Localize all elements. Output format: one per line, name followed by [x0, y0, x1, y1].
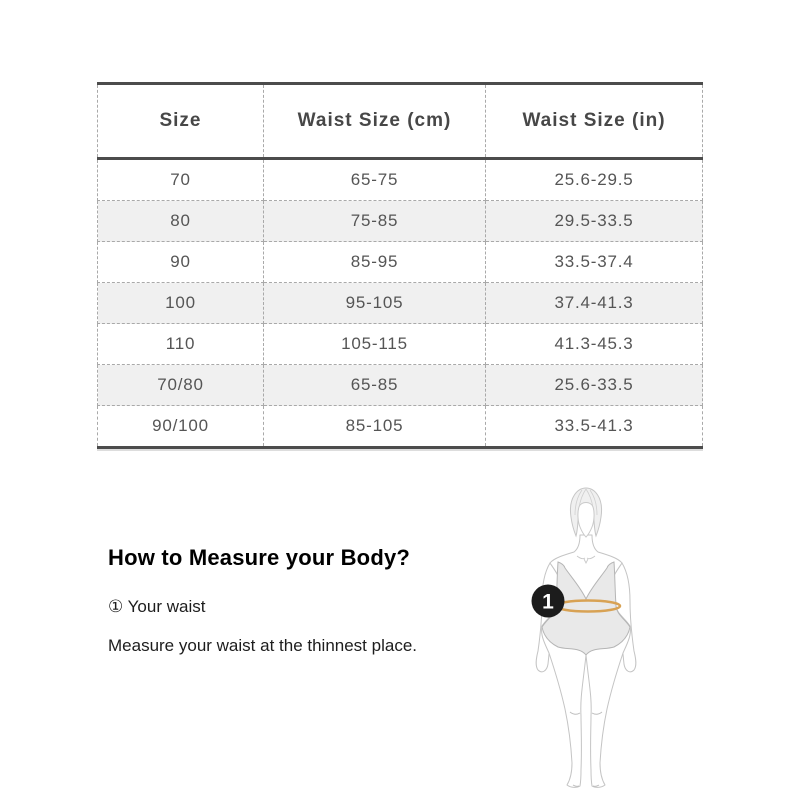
- measure-heading: How to Measure your Body?: [108, 545, 411, 570]
- table-cell: 70/80: [98, 365, 264, 406]
- figure-face: [578, 503, 594, 538]
- table-cell: 33.5-41.3: [486, 406, 703, 448]
- table-cell: 70: [98, 159, 264, 201]
- table-row: [98, 201, 703, 242]
- size-chart-body: [98, 159, 703, 448]
- table-cell: 105-115: [264, 324, 486, 365]
- size-chart-table: [97, 82, 703, 449]
- step1-label: ① Your waist: [108, 597, 206, 616]
- table-cell: 25.6-29.5: [486, 159, 703, 201]
- table-row: [98, 283, 703, 324]
- table-cell: 41.3-45.3: [486, 324, 703, 365]
- col-header-waist-in: Waist Size (in): [486, 84, 703, 159]
- table-cell: 100: [98, 283, 264, 324]
- table-cell: 85-95: [264, 242, 486, 283]
- table-row: [98, 365, 703, 406]
- table-row: [98, 406, 703, 448]
- table-cell: 37.4-41.3: [486, 283, 703, 324]
- table-cell: 75-85: [264, 201, 486, 242]
- table-cell: 29.5-33.5: [486, 201, 703, 242]
- table-cell: 95-105: [264, 283, 486, 324]
- table-cell: 65-75: [264, 159, 486, 201]
- step1-badge-number: 1: [542, 590, 554, 614]
- table-cell: 33.5-37.4: [486, 242, 703, 283]
- col-header-waist-cm: Waist Size (cm): [264, 84, 486, 159]
- table-cell: 90: [98, 242, 264, 283]
- step1-description: Measure your waist at the thinnest place.: [108, 636, 417, 655]
- table-cell: 80: [98, 201, 264, 242]
- header-row: [98, 84, 703, 159]
- col-header-size: Size: [98, 84, 264, 159]
- table-cell: 90/100: [98, 406, 264, 448]
- table-cell: 25.6-33.5: [486, 365, 703, 406]
- size-chart-header: [98, 84, 703, 159]
- table-row: [98, 242, 703, 283]
- table-row: [98, 324, 703, 365]
- table-cell: 85-105: [264, 406, 486, 448]
- table-cell: 65-85: [264, 365, 486, 406]
- table-row: [98, 159, 703, 201]
- table-cell: 110: [98, 324, 264, 365]
- body-figure-illustration: [504, 485, 669, 795]
